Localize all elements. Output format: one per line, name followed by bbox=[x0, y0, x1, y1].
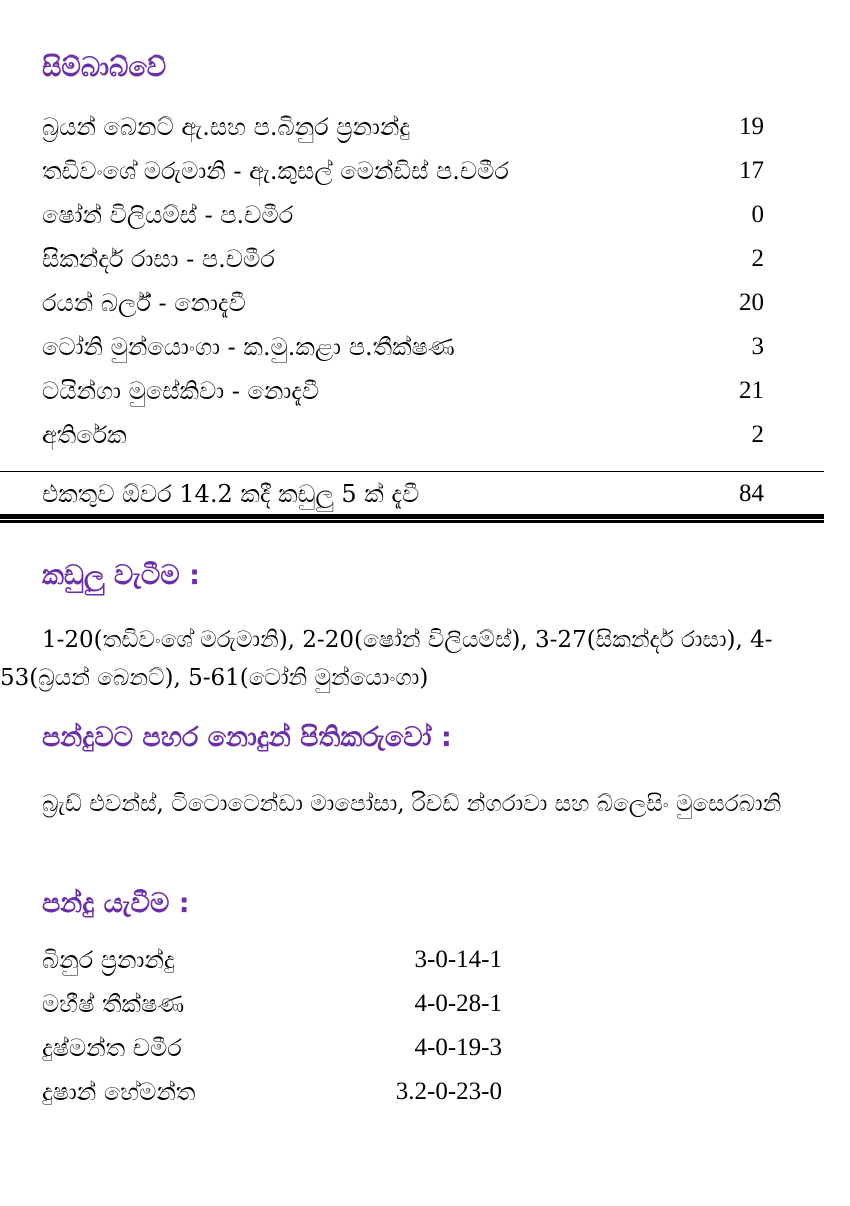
batsman-dismissal: ටෝනි මුන්යොංගා - ක.මු.කළා ප.තීක්ෂණ bbox=[42, 333, 455, 361]
batsman-runs: 0 bbox=[751, 201, 764, 228]
batsman-runs: 3 bbox=[751, 333, 764, 360]
batting-row bbox=[42, 374, 764, 408]
bowling-heading: පන්දු යැවීම : bbox=[42, 888, 190, 919]
batting-row bbox=[42, 286, 764, 320]
bowler-name: දුෂාන් හේමන්ත bbox=[42, 1078, 196, 1106]
batting-row bbox=[42, 154, 764, 188]
extras-runs: 2 bbox=[751, 421, 764, 448]
bowling-row bbox=[42, 1031, 502, 1065]
batsman-dismissal: බ්‍රයන් බෙනට් ඇ.සහ ප.බිනුර ප්‍රනාන්දු bbox=[42, 113, 411, 141]
bowler-name: මහීෂ් තීක්ෂණ bbox=[42, 990, 185, 1018]
total-runs: 84 bbox=[739, 480, 764, 507]
bowler-figures: 4-0-28-1 bbox=[414, 990, 502, 1017]
batsman-dismissal: රයන් බර්ල් - නොදැවී bbox=[42, 289, 246, 317]
bowling-row bbox=[42, 1075, 502, 1109]
extras-label: අතිරේක bbox=[42, 421, 127, 449]
total-row bbox=[42, 477, 764, 511]
total-label: එකතුව ඕවර 14.2 කදී කඩුලු 5 ක් දැවී bbox=[42, 480, 420, 508]
batting-row bbox=[42, 330, 764, 364]
batsman-runs: 21 bbox=[739, 377, 764, 404]
bowler-figures: 3-0-14-1 bbox=[414, 946, 502, 973]
batsman-runs: 2 bbox=[751, 245, 764, 272]
batsman-dismissal: ටයින්ගා මුසේකිවා - නොදැවී bbox=[42, 377, 320, 405]
did-not-bat-text: බ්‍රැඩ් එවන්ස්, ටිටොටෙන්ඩා මාපෝසා, රිචඩ් න්ගරාවා සහ බ්ලෙසිං මුසෙරබානි bbox=[42, 791, 782, 817]
batsman-runs: 20 bbox=[739, 289, 764, 316]
batsman-dismissal: ෂෝන් විලියම්ස් - ප.චමීර bbox=[42, 201, 294, 229]
bowling-row bbox=[42, 943, 502, 977]
batting-row bbox=[42, 110, 764, 144]
did-not-bat-heading: පන්දුවට පහර නොදුන් පිතිකරුවෝ : bbox=[42, 722, 452, 753]
total-divider bbox=[0, 471, 824, 472]
batting-heading: සිම්බාබ්වේ bbox=[42, 52, 167, 83]
fall-of-wickets-text: 1-20(තඩිවංශේ මරුමානි), 2-20(ෂෝන් විලියම්ස්), 3-27(සිකන්දර් රාසා), 4-53(බ්‍රයන් බෙනට්), 5-61(ටෝනි මුන්යොංගා) bbox=[0, 627, 773, 691]
bowler-name: බිනුර ප්‍රනාන්දු bbox=[42, 946, 175, 974]
bowler-figures: 3.2-0-23-0 bbox=[395, 1078, 502, 1105]
batting-row bbox=[42, 198, 764, 232]
batsman-runs: 19 bbox=[739, 113, 764, 140]
batsman-dismissal: තඩිවංශේ මරුමානි - ඇ.කුසල් මෙන්ඩිස් ප.චමීර bbox=[42, 157, 509, 185]
section-divider-thick bbox=[0, 514, 824, 519]
batting-row bbox=[42, 242, 764, 276]
extras-row bbox=[42, 418, 764, 452]
batsman-dismissal: සිකන්දර් රාසා - ප.චමීර bbox=[42, 245, 275, 273]
batsman-runs: 17 bbox=[739, 157, 764, 184]
bowling-row bbox=[42, 987, 502, 1021]
bowler-name: දුෂ්මන්ත චමීර bbox=[42, 1034, 182, 1062]
section-divider-thin bbox=[0, 520, 824, 523]
bowler-figures: 4-0-19-3 bbox=[414, 1034, 502, 1061]
fall-of-wickets-heading: කඩුලු වැටීම : bbox=[42, 560, 200, 591]
